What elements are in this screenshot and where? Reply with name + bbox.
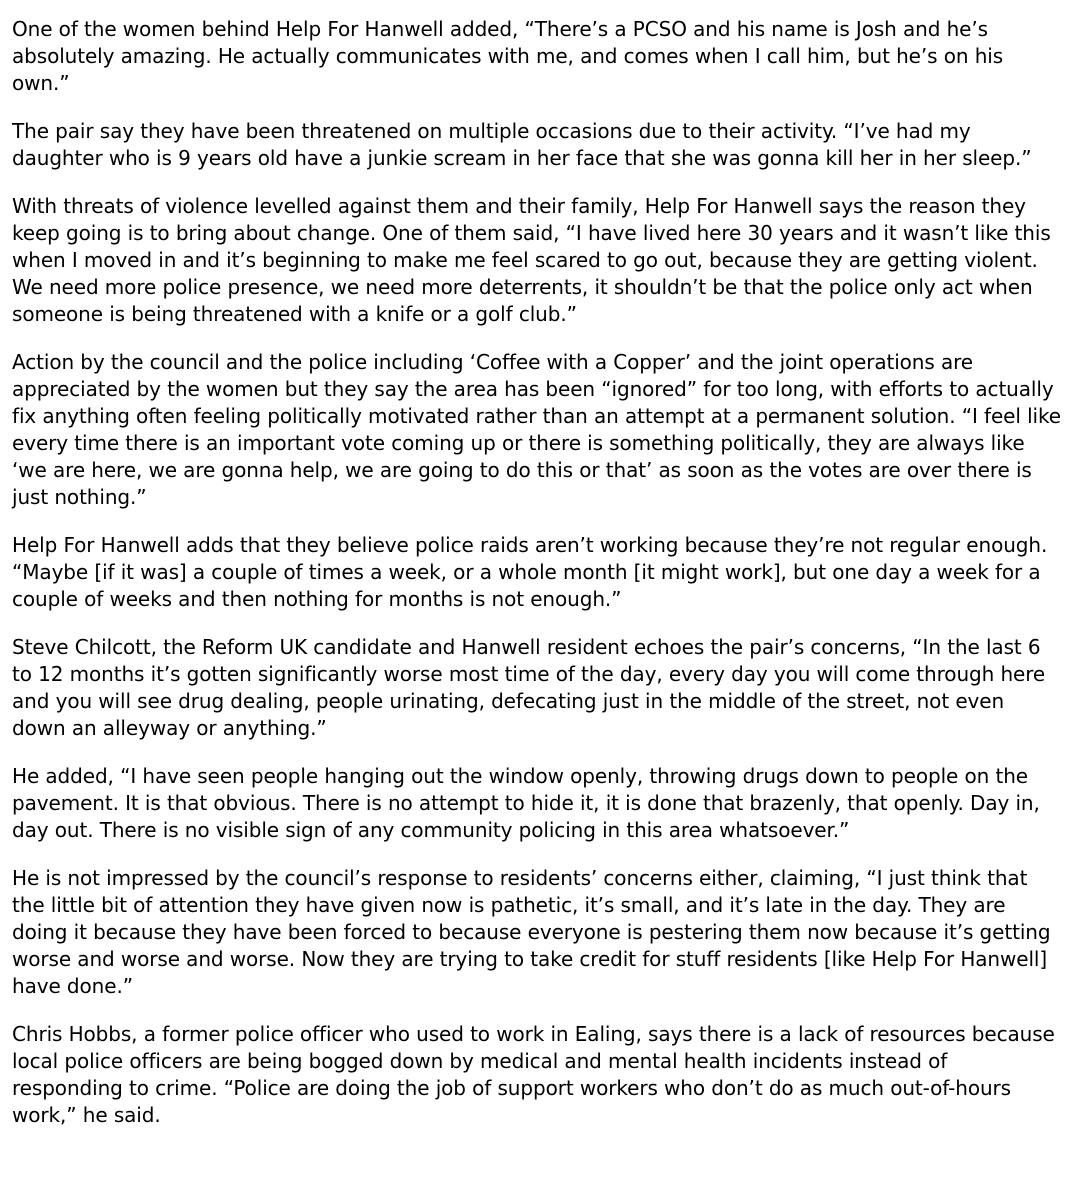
paragraph-5: Help For Hanwell adds that they believe police raids aren’t working because they’re not regular enough. “Maybe [if it was] a couple of times a week, or a whole month [it might work], but one day a week for a couple of weeks and then nothing for months is not enough.” [12, 533, 1048, 611]
paragraph-2: The pair say they have been threatened on multiple occasions due to their activity. “I’ve had my daughter who is 9 years old have a junkie scream in her face that she was gonna kill her in her sleep.” [12, 119, 1032, 170]
paragraph-3: With threats of violence levelled against them and their family, Help For Hanwell says the reason they keep going is to bring about change. One of them said, “I have lived here 30 years and it wasn’t like this when I moved in and it’s beginning to make me feel scared to go out, because they are getting violent. We need more police presence, we need more deterrents, it shouldn’t be that the police only act when someone is being threatened with a knife or a golf club.” [12, 194, 1051, 326]
paragraph-6: Steve Chilcott, the Reform UK candidate and Hanwell resident echoes the pair’s concerns, “In the last 6 to 12 months it’s gotten significantly worse most time of the day, every day you will come through here and you will see drug dealing, people urinating, defecating just in the middle of the street, not even down an alleyway or anything.” [12, 635, 1046, 740]
paragraph-9: Chris Hobbs, a former police officer who used to work in Ealing, says there is a lack of resources because local police officers are being bogged down by medical and mental health incidents instead of responding to crime. “Police are doing the job of support workers who don’t do as much out-of-hours work,” he said. [12, 1022, 1055, 1127]
paragraph-1: One of the women behind Help For Hanwell added, “There’s a PCSO and his name is Josh and he’s absolutely amazing. He actually communicates with me, and comes when I call him, but he’s on his own.” [12, 17, 1004, 95]
paragraph-4: Action by the council and the police including ‘Coffee with a Copper’ and the joint operations are appreciated by the women but they say the area has been “ignored” for too long, with efforts to actually fix anything often feeling politically motivated rather than an attempt at a permanent solution. “I feel like every time there is an important vote coming up or there is something politically, they are always like ‘we are here, we are gonna help, we are going to do this or that’ as soon as the votes are over there is just nothing.” [12, 350, 1061, 509]
paragraph-7: He added, “I have seen people hanging out the window openly, throwing drugs down to people on the pavement. It is that obvious. There is no attempt to hide it, it is done that brazenly, that openly. Day in, day out. There is no visible sign of any community policing in this area whatsoever.” [12, 764, 1040, 842]
paragraph-8: He is not impressed by the council’s response to residents’ concerns either, claiming, “I just think that the little bit of attention they have given now is pathetic, it’s small, and it’s late in the day. They are doing it because they have been forced to because everyone is pestering them now because it’s getting worse and worse and worse. Now they are trying to take credit for stuff residents [like Help For Hanwell] have done.” [12, 866, 1051, 998]
